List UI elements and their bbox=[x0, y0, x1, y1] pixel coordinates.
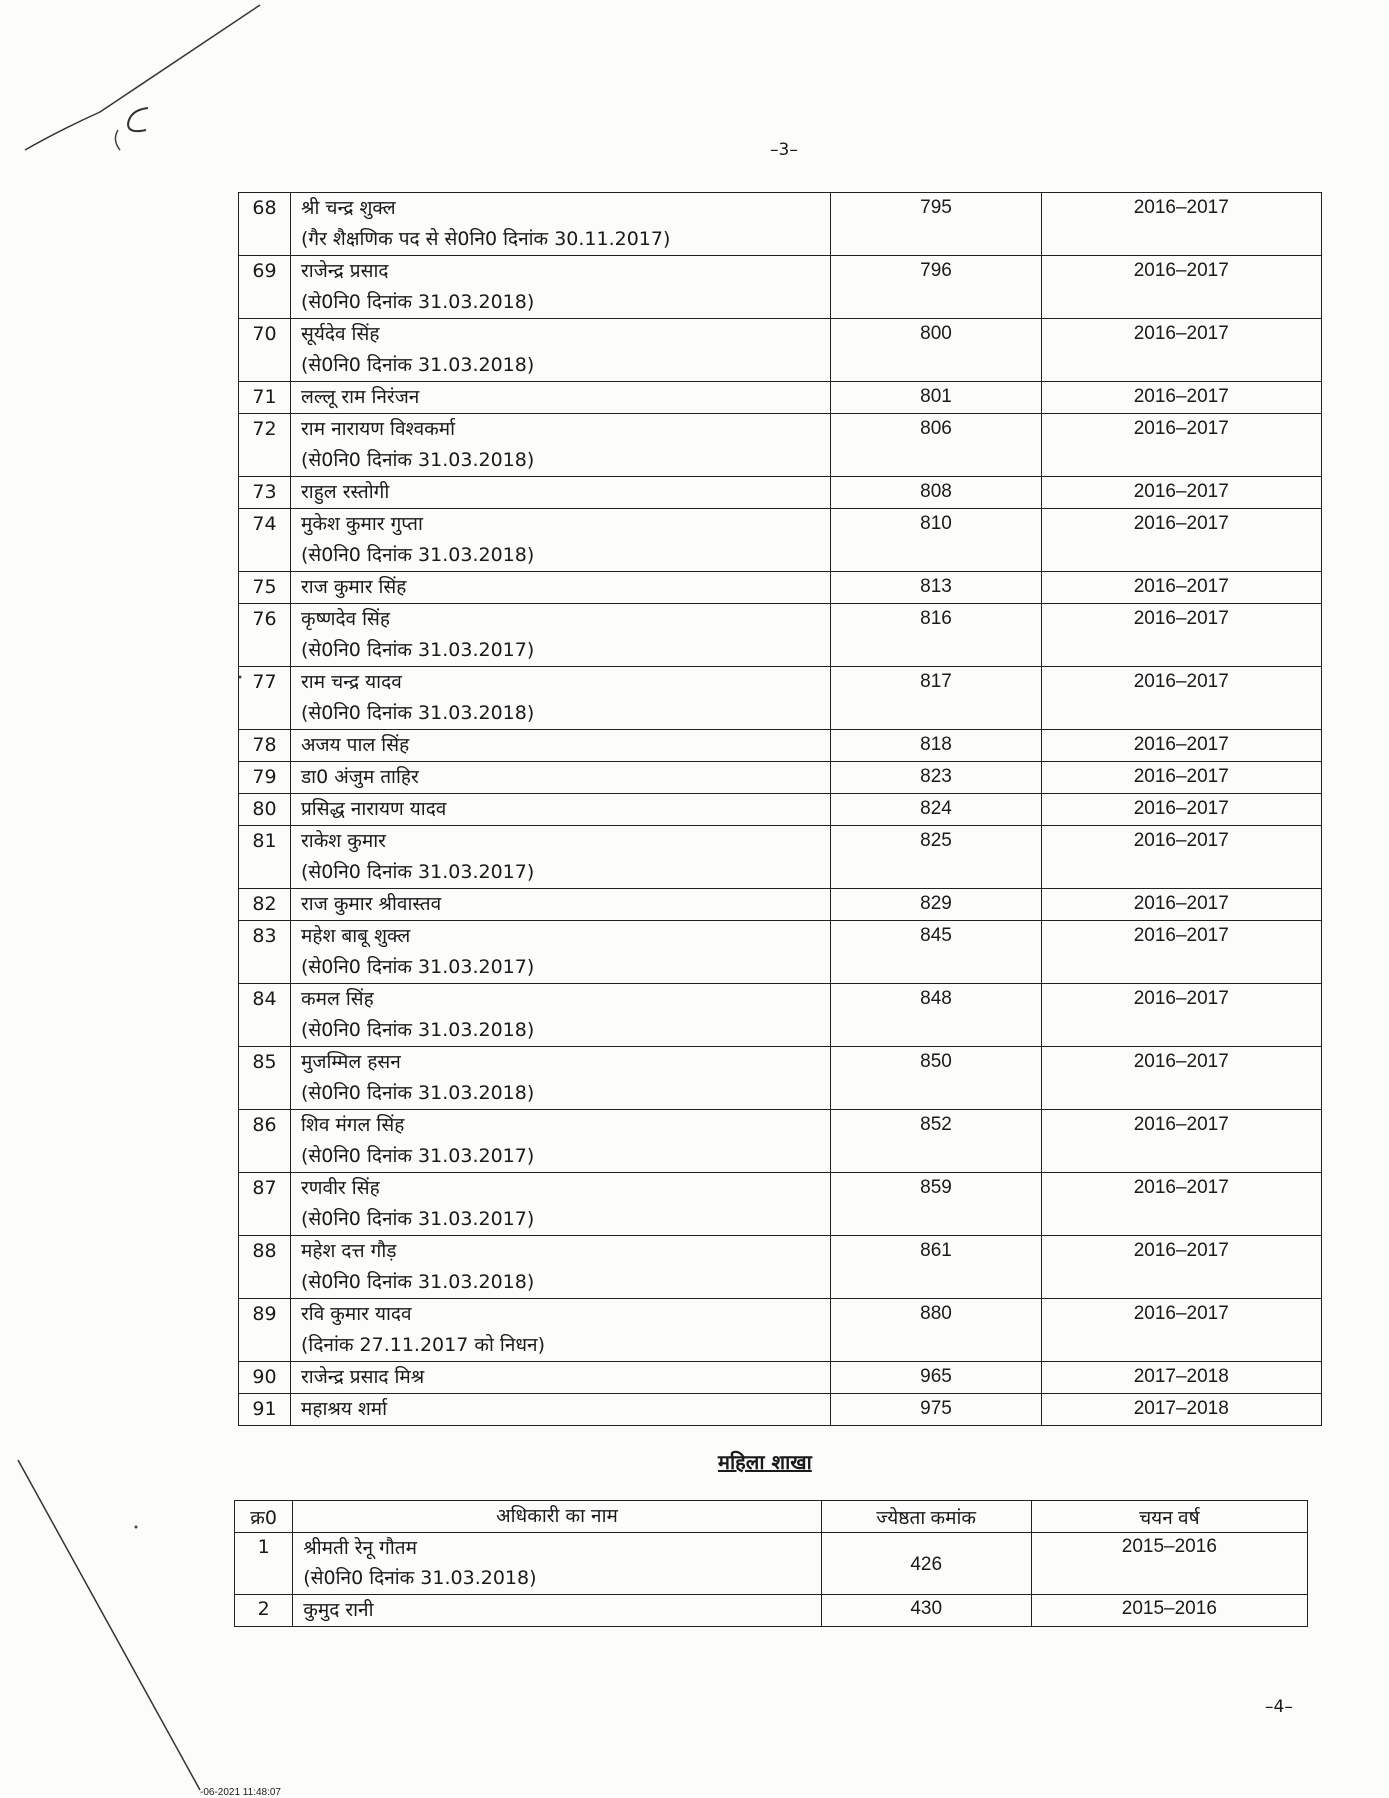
serial-number: 72 bbox=[239, 414, 291, 477]
officer-name: अजय पाल सिंह bbox=[301, 734, 410, 756]
seniority-rank: 824 bbox=[831, 794, 1041, 826]
table-row bbox=[239, 1047, 1322, 1110]
seniority-rank: 823 bbox=[831, 762, 1041, 794]
serial-number: 89 bbox=[239, 1299, 291, 1362]
serial-number: 76 bbox=[239, 604, 291, 667]
table-row bbox=[239, 730, 1322, 762]
serial-number: 85 bbox=[239, 1047, 291, 1110]
selection-year: 2016–2017 bbox=[1041, 1236, 1321, 1299]
serial-number: 73 bbox=[239, 477, 291, 509]
selection-year: 2016–2017 bbox=[1041, 762, 1321, 794]
table-row bbox=[239, 193, 1322, 256]
retirement-note: (से0नि0 दिनांक 31.03.2017) bbox=[301, 861, 535, 883]
selection-year: 2016–2017 bbox=[1041, 921, 1321, 984]
women-branch-table bbox=[234, 1500, 1308, 1627]
table-row bbox=[239, 1236, 1322, 1299]
scan-timestamp: -06-2021 11:48:07 bbox=[200, 1787, 281, 1798]
table-row bbox=[239, 826, 1322, 889]
table-row bbox=[239, 1299, 1322, 1362]
retirement-note: (से0नि0 दिनांक 31.03.2017) bbox=[301, 639, 535, 661]
table-row bbox=[239, 256, 1322, 319]
seniority-rank: 430 bbox=[821, 1595, 1031, 1627]
seniority-rank: 816 bbox=[831, 604, 1041, 667]
officer-name: डा0 अंजुम ताहिर bbox=[301, 766, 419, 788]
selection-year: 2016–2017 bbox=[1041, 1047, 1321, 1110]
selection-year: 2017–2018 bbox=[1041, 1394, 1321, 1426]
seniority-rank: 817 bbox=[831, 667, 1041, 730]
officer-name: कुमुद रानी bbox=[303, 1599, 374, 1621]
retirement-note: (से0नि0 दिनांक 31.03.2018) bbox=[301, 1082, 535, 1104]
officer-name: शिव मंगल सिंह bbox=[301, 1114, 405, 1136]
serial-number: 81 bbox=[239, 826, 291, 889]
seniority-rank: 965 bbox=[831, 1362, 1041, 1394]
selection-year: 2016–2017 bbox=[1041, 572, 1321, 604]
serial-number: 75 bbox=[239, 572, 291, 604]
officer-name-cell bbox=[291, 319, 831, 382]
serial-number: 78 bbox=[239, 730, 291, 762]
selection-year: 2016–2017 bbox=[1041, 477, 1321, 509]
officer-name-cell bbox=[291, 794, 831, 826]
officer-name-cell bbox=[291, 1236, 831, 1299]
retirement-note: (से0नि0 दिनांक 31.03.2018) bbox=[301, 1019, 535, 1041]
table-row bbox=[239, 889, 1322, 921]
seniority-rank: 845 bbox=[831, 921, 1041, 984]
officer-name-cell bbox=[291, 1394, 831, 1426]
retirement-note: (से0नि0 दिनांक 31.03.2018) bbox=[301, 544, 535, 566]
selection-year: 2016–2017 bbox=[1041, 604, 1321, 667]
seniority-rank: 848 bbox=[831, 984, 1041, 1047]
officer-name-cell bbox=[291, 256, 831, 319]
officer-name-cell bbox=[291, 826, 831, 889]
table-row bbox=[239, 604, 1322, 667]
officer-name: सूर्यदेव सिंह bbox=[301, 323, 380, 345]
selection-year: 2016–2017 bbox=[1041, 256, 1321, 319]
seniority-table bbox=[238, 192, 1322, 1426]
header-name: अधिकारी का नाम bbox=[293, 1501, 821, 1533]
officer-name: श्रीमती रेनू गौतम bbox=[303, 1537, 417, 1559]
serial-number: 74 bbox=[239, 509, 291, 572]
serial-number: 87 bbox=[239, 1173, 291, 1236]
seniority-rank: 806 bbox=[831, 414, 1041, 477]
retirement-note: (से0नि0 दिनांक 31.03.2018) bbox=[303, 1567, 537, 1589]
seniority-rank: 796 bbox=[831, 256, 1041, 319]
retirement-note: (से0नि0 दिनांक 31.03.2017) bbox=[301, 1145, 535, 1167]
page-number: –3– bbox=[770, 140, 798, 160]
serial-number: 82 bbox=[239, 889, 291, 921]
selection-year: 2016–2017 bbox=[1041, 667, 1321, 730]
section-title: महिला शाखा bbox=[718, 1450, 812, 1474]
table-row bbox=[239, 1110, 1322, 1173]
officer-name: मुकेश कुमार गुप्ता bbox=[301, 513, 423, 535]
seniority-rank: 852 bbox=[831, 1110, 1041, 1173]
officer-name: कमल सिंह bbox=[301, 988, 374, 1010]
selection-year: 2016–2017 bbox=[1041, 826, 1321, 889]
officer-name: राकेश कुमार bbox=[301, 830, 386, 852]
retirement-note: (से0नि0 दिनांक 31.03.2018) bbox=[301, 354, 535, 376]
officer-name-cell bbox=[291, 382, 831, 414]
selection-year: 2017–2018 bbox=[1041, 1362, 1321, 1394]
serial-number: 69 bbox=[239, 256, 291, 319]
serial-number: 86 bbox=[239, 1110, 291, 1173]
officer-name-cell bbox=[291, 604, 831, 667]
serial-number: 77 bbox=[239, 667, 291, 730]
serial-number: 88 bbox=[239, 1236, 291, 1299]
serial-number: 84 bbox=[239, 984, 291, 1047]
table-row bbox=[239, 477, 1322, 509]
officer-name: राजेन्द्र प्रसाद bbox=[301, 260, 389, 282]
seniority-rank: 795 bbox=[831, 193, 1041, 256]
officer-name-cell bbox=[291, 477, 831, 509]
seniority-rank: 975 bbox=[831, 1394, 1041, 1426]
officer-name: राजेन्द्र प्रसाद मिश्र bbox=[301, 1366, 425, 1388]
serial-number: 70 bbox=[239, 319, 291, 382]
serial-number: 91 bbox=[239, 1394, 291, 1426]
officer-name-cell bbox=[291, 509, 831, 572]
seniority-rank: 800 bbox=[831, 319, 1041, 382]
officer-name: प्रसिद्ध नारायण यादव bbox=[301, 798, 447, 820]
officer-name: रवि कुमार यादव bbox=[301, 1303, 412, 1325]
officer-name-cell bbox=[291, 762, 831, 794]
seniority-rank: 808 bbox=[831, 477, 1041, 509]
officer-name-cell bbox=[291, 1173, 831, 1236]
seniority-rank: 818 bbox=[831, 730, 1041, 762]
retirement-note: (से0नि0 दिनांक 31.03.2017) bbox=[301, 1208, 535, 1230]
selection-year: 2016–2017 bbox=[1041, 1299, 1321, 1362]
table-row bbox=[239, 572, 1322, 604]
officer-name: महेश बाबू शुक्ल bbox=[301, 925, 411, 947]
selection-year: 2016–2017 bbox=[1041, 1110, 1321, 1173]
officer-name-cell bbox=[293, 1595, 821, 1627]
officer-name: श्री चन्द्र शुक्ल bbox=[301, 197, 396, 219]
selection-year: 2016–2017 bbox=[1041, 730, 1321, 762]
seniority-rank: 825 bbox=[831, 826, 1041, 889]
serial-number: 2 bbox=[235, 1595, 293, 1627]
officer-name: कृष्णदेव सिंह bbox=[301, 608, 390, 630]
table-row bbox=[239, 414, 1322, 477]
officer-name-cell bbox=[291, 414, 831, 477]
table-row bbox=[235, 1533, 1308, 1595]
seniority-rank: 829 bbox=[831, 889, 1041, 921]
officer-name-cell bbox=[291, 1299, 831, 1362]
serial-number: 71 bbox=[239, 382, 291, 414]
officer-name-cell bbox=[293, 1533, 821, 1595]
retirement-note: (गैर शैक्षणिक पद से से0नि0 दिनांक 30.11.2017) bbox=[301, 228, 671, 250]
table-row bbox=[239, 762, 1322, 794]
officer-name-cell bbox=[291, 1047, 831, 1110]
selection-year: 2016–2017 bbox=[1041, 193, 1321, 256]
selection-year: 2016–2017 bbox=[1041, 1173, 1321, 1236]
header-rank: ज्येष्ठता कमांक bbox=[821, 1501, 1031, 1533]
selection-year: 2016–2017 bbox=[1041, 889, 1321, 921]
officer-name-cell bbox=[291, 1362, 831, 1394]
retirement-note: (दिनांक 27.11.2017 को निधन) bbox=[301, 1334, 546, 1356]
table-row bbox=[239, 921, 1322, 984]
officer-name: रणवीर सिंह bbox=[301, 1177, 380, 1199]
serial-number: 1 bbox=[235, 1533, 293, 1595]
officer-name-cell bbox=[291, 1110, 831, 1173]
table-header-row bbox=[235, 1501, 1308, 1533]
next-page-number: –4– bbox=[1265, 1697, 1293, 1717]
officer-name: राम नारायण विश्वकर्मा bbox=[301, 418, 456, 440]
officer-name-cell bbox=[291, 921, 831, 984]
serial-number: 79 bbox=[239, 762, 291, 794]
officer-name-cell bbox=[291, 984, 831, 1047]
header-sno: क्र0 bbox=[235, 1501, 293, 1533]
seniority-rank: 861 bbox=[831, 1236, 1041, 1299]
officer-name-cell bbox=[291, 730, 831, 762]
selection-year: 2016–2017 bbox=[1041, 414, 1321, 477]
serial-number: 90 bbox=[239, 1362, 291, 1394]
officer-name: राज कुमार सिंह bbox=[301, 576, 407, 598]
table-row bbox=[235, 1595, 1308, 1627]
table-row bbox=[239, 509, 1322, 572]
selection-year: 2016–2017 bbox=[1041, 319, 1321, 382]
header-year: चयन वर्ष bbox=[1031, 1501, 1307, 1533]
serial-number: 68 bbox=[239, 193, 291, 256]
table-row bbox=[239, 794, 1322, 826]
retirement-note: (से0नि0 दिनांक 31.03.2018) bbox=[301, 449, 535, 471]
selection-year: 2016–2017 bbox=[1041, 509, 1321, 572]
table-row bbox=[239, 1362, 1322, 1394]
seniority-rank: 801 bbox=[831, 382, 1041, 414]
table-row bbox=[239, 984, 1322, 1047]
officer-name-cell bbox=[291, 193, 831, 256]
table-row bbox=[239, 667, 1322, 730]
table-row bbox=[239, 382, 1322, 414]
seniority-rank: 859 bbox=[831, 1173, 1041, 1236]
serial-number: 80 bbox=[239, 794, 291, 826]
selection-year: 2016–2017 bbox=[1041, 984, 1321, 1047]
selection-year: 2015–2016 bbox=[1031, 1533, 1307, 1595]
table-row bbox=[239, 1394, 1322, 1426]
retirement-note: (से0नि0 दिनांक 31.03.2018) bbox=[301, 291, 535, 313]
officer-name: मुजम्मिल हसन bbox=[301, 1051, 401, 1073]
table-row bbox=[239, 319, 1322, 382]
selection-year: 2016–2017 bbox=[1041, 794, 1321, 826]
officer-name: राज कुमार श्रीवास्तव bbox=[301, 893, 442, 915]
seniority-rank: 813 bbox=[831, 572, 1041, 604]
seniority-rank: 880 bbox=[831, 1299, 1041, 1362]
retirement-note: (से0नि0 दिनांक 31.03.2018) bbox=[301, 1271, 535, 1293]
officer-name: राम चन्द्र यादव bbox=[301, 671, 402, 693]
serial-number: 83 bbox=[239, 921, 291, 984]
seniority-rank: 850 bbox=[831, 1047, 1041, 1110]
selection-year: 2015–2016 bbox=[1031, 1595, 1307, 1627]
officer-name: राहुल रस्तोगी bbox=[301, 481, 390, 503]
seniority-rank: 426 bbox=[821, 1533, 1031, 1595]
seniority-rank: 810 bbox=[831, 509, 1041, 572]
selection-year: 2016–2017 bbox=[1041, 382, 1321, 414]
officer-name: महेश दत्त गौड़ bbox=[301, 1240, 397, 1262]
officer-name: लल्लू राम निरंजन bbox=[301, 386, 420, 408]
officer-name-cell bbox=[291, 572, 831, 604]
table-row bbox=[239, 1173, 1322, 1236]
retirement-note: (से0नि0 दिनांक 31.03.2018) bbox=[301, 702, 535, 724]
officer-name-cell bbox=[291, 889, 831, 921]
officer-name-cell bbox=[291, 667, 831, 730]
officer-name: महाश्रय शर्मा bbox=[301, 1398, 388, 1420]
retirement-note: (से0नि0 दिनांक 31.03.2017) bbox=[301, 956, 535, 978]
